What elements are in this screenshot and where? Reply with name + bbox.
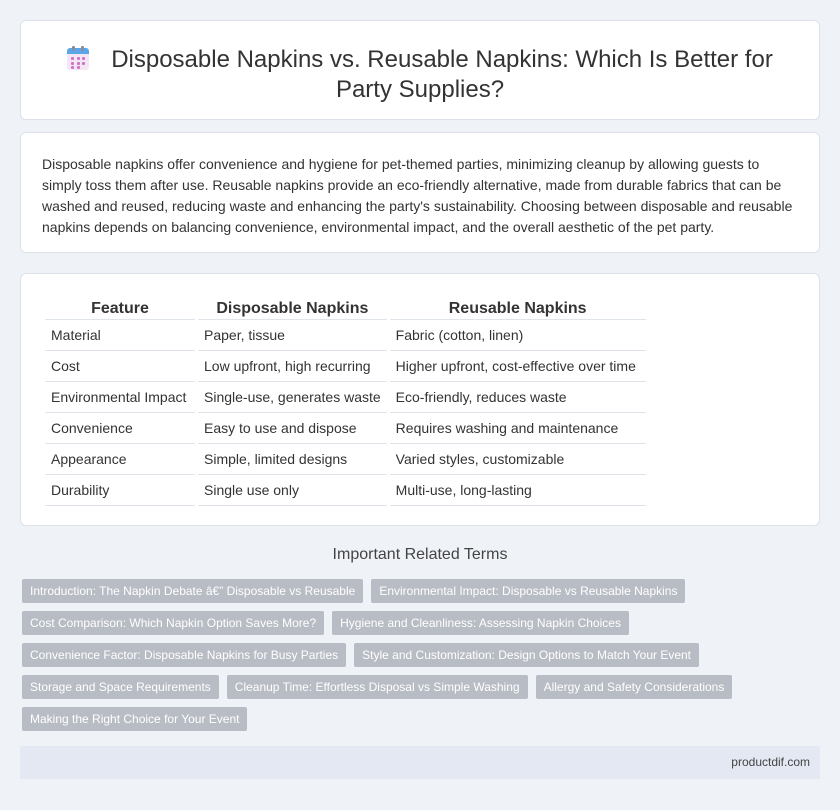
intro-paragraph: Disposable napkins offer convenience and hygiene for pet-themed parties, minimizing cleanup by allowing guests to simply toss them after use. Reusable napkins provide an eco-friendly alternative, made from durable fabrics that can be washed and reused, reducing waste and enhancing the party's sustainability. Choosing between disposable and reusable napkins depends on balancing convenience, environmental impact, and the overall aesthetic of the pet party. xyxy=(42,156,793,235)
related-term-tag[interactable]: Cleanup Time: Effortless Disposal vs Simple Washing xyxy=(227,675,528,699)
feature-cell: Convenience xyxy=(45,413,195,444)
table-row xyxy=(45,382,646,413)
related-term-tag[interactable]: Introduction: The Napkin Debate â€” Disposable vs Reusable xyxy=(22,579,363,603)
header-disposable: Disposable Napkins xyxy=(198,298,387,320)
related-term-tag[interactable]: Cost Comparison: Which Napkin Option Saves More? xyxy=(22,611,324,635)
feature-cell: Cost xyxy=(45,351,195,382)
disposable-cell: Simple, limited designs xyxy=(198,444,387,475)
related-term-tag[interactable]: Style and Customization: Design Options to Match Your Event xyxy=(354,643,699,667)
related-term-tag[interactable]: Storage and Space Requirements xyxy=(22,675,219,699)
related-term-tag[interactable]: Allergy and Safety Considerations xyxy=(536,675,733,699)
reusable-cell: Varied styles, customizable xyxy=(390,444,646,475)
reusable-cell: Fabric (cotton, linen) xyxy=(390,320,646,351)
related-terms-list xyxy=(22,579,782,731)
footer xyxy=(20,746,820,779)
related-term-tag[interactable]: Environmental Impact: Disposable vs Reusable Napkins xyxy=(371,579,685,603)
header-feature: Feature xyxy=(45,298,195,320)
feature-cell: Environmental Impact xyxy=(45,382,195,413)
reusable-cell: Higher upfront, cost-effective over time xyxy=(390,351,646,382)
table-row xyxy=(45,444,646,475)
table-row xyxy=(45,351,646,382)
table-header-row xyxy=(45,298,646,320)
page-title: Disposable Napkins vs. Reusable Napkins: Which Is Better for Party Supplies? xyxy=(111,46,773,103)
feature-cell: Durability xyxy=(45,475,195,506)
disposable-cell: Single-use, generates waste xyxy=(198,382,387,413)
related-terms-title: Important Related Terms xyxy=(332,546,508,563)
header-card xyxy=(20,20,820,120)
comparison-card xyxy=(20,273,820,526)
footer-site-link[interactable]: productdif.com xyxy=(731,755,810,769)
table-row xyxy=(45,320,646,351)
related-term-tag[interactable]: Hygiene and Cleanliness: Assessing Napkin Choices xyxy=(332,611,629,635)
table-row xyxy=(45,413,646,444)
feature-cell: Appearance xyxy=(45,444,195,475)
disposable-cell: Easy to use and dispose xyxy=(198,413,387,444)
intro-card xyxy=(20,132,820,253)
disposable-cell: Paper, tissue xyxy=(198,320,387,351)
page-title-wrap xyxy=(21,45,819,105)
reusable-cell: Eco-friendly, reduces waste xyxy=(390,382,646,413)
related-term-tag[interactable]: Convenience Factor: Disposable Napkins for Busy Parties xyxy=(22,643,346,667)
reusable-cell: Multi-use, long-lasting xyxy=(390,475,646,506)
related-term-tag[interactable]: Making the Right Choice for Your Event xyxy=(22,707,247,731)
reusable-cell: Requires washing and maintenance xyxy=(390,413,646,444)
comparison-table xyxy=(42,298,649,506)
feature-cell: Material xyxy=(45,320,195,351)
header-reusable: Reusable Napkins xyxy=(390,298,646,320)
disposable-cell: Low upfront, high recurring xyxy=(198,351,387,382)
disposable-cell: Single use only xyxy=(198,475,387,506)
table-row xyxy=(45,475,646,506)
calendar-icon xyxy=(67,46,89,70)
